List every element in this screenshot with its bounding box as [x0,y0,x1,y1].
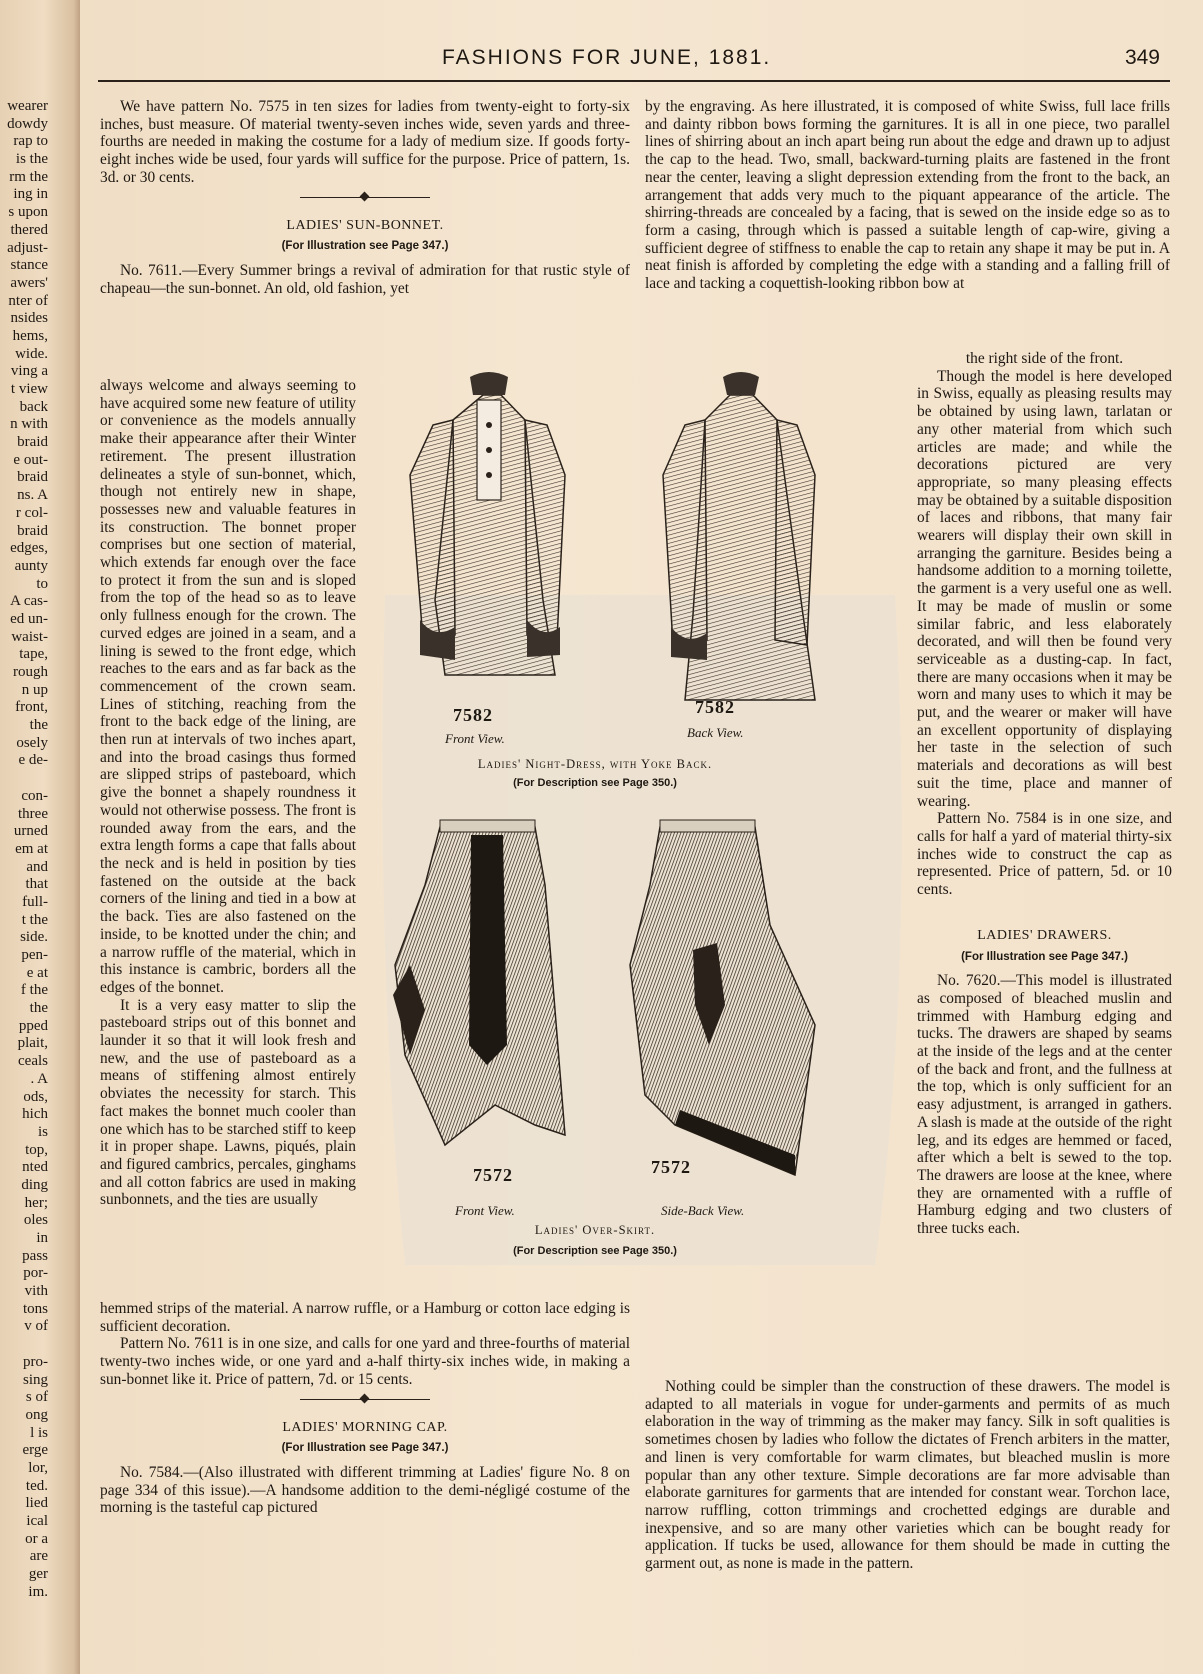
gutter-line: ical [26,1513,48,1529]
gutter-line: in [36,1230,48,1246]
gutter-line: rough [13,664,48,680]
gutter-line: braid [17,434,48,451]
gutter-line: n with [10,416,48,433]
previous-page-fragment [4,98,48,1601]
gutter-line: urned [13,823,48,840]
column-right-bottom [645,1378,1170,1573]
gutter-line: ted. [25,1477,48,1494]
gutter-line: plait, [17,1035,48,1052]
gutter-line: wearer [7,98,48,114]
section-ornament [100,1389,630,1409]
gutter-line: rap to [13,133,48,150]
gutter-line: is the [15,151,48,168]
gutter-line: wide. [15,345,48,362]
cap-pattern-paragraph: Pattern No. 7584 is in one size, and calls for half a yard of material thirty-six inches wide to construct the cap as represented. Price of pattern, 5d. or 10 cents. [917,810,1172,899]
gutter-line: dowdy [7,115,48,132]
gutter-line: or a [25,1530,48,1547]
gutter-line [4,770,48,788]
gutter-line: pen- [21,947,48,963]
column-left-narrow [100,377,356,1209]
gutter-line: osely [16,734,48,751]
drawers-construction-paragraph: Nothing could be simpler than the construction of these drawers. The model is adapted to all materials in vogue for under-garments and permits of as much elaboration in the way of trimming as the maker may fancy. Silk in soft qualities is sometimes chosen by ladies who follow the dictates of French arbiters in the matter, and linen is very comfortable for warm climates, but bleached muslin is more popular than any other texture. Simple decorations are far more advisable than elaborate garnitures for garments that are intended for constant wear. Torchon lace, narrow ruffling, cotton trimmings and crochetted edgings are durable and inexpensive, and so are many other varieties which can be bought ready for application. If tucks be used, allowance for them should be made in cutting the garment out, as none is made in the pattern. [645,1378,1170,1573]
gutter-line: thered [10,221,48,238]
gutter-line: t the [21,911,48,928]
sunbonnet-laundering-paragraph: It is a very easy matter to slip the pasteboard strips out of this bonnet and launder it so that it will look fresh and new, and the use of pasteboard as a means of stiffening almost entirely obviates the necessity for starch. This fact makes the bonnet much cooler than one which has to be starched stiff to keep it in proper shape. Lawns, piqués, plain and figured cambrics, percales, ginghams and all cotton fabrics are used in making sunbonnets, and the ties are usually [100,996,356,1209]
gutter-line: r col- [15,504,48,521]
gutter-line: ceals [18,1053,48,1070]
gutter-line: awers' [10,274,48,291]
cap-materials-paragraph: Though the model is here developed in Swiss, equally as pleasing results may be obtained by using lawn, tarlatan or any other material from which such articles are made; and while the decorations pictured are very appropriate, so many pleasing effects may be obtained by a suitable disposition of laces and ribbons, that many fair wearers will display their own skill in arranging the garniture. Besides being a handsome addition to a morning toilette, the garment is a very useful one as well. It may be made of muslin or some similar fabric, and less elaborately decorated, and will then be found very serviceable as a dusting-cap. In fact, there are many occasions when it may be worn and many uses to which it may be put, and the wearer or maker will have an excellent opportunity of displaying her taste in the selection of such materials and decorations as will best suit the time, place and manner of wearing. [917,367,1172,810]
gutter-line: . A [30,1070,48,1087]
figure-number: 7582 [453,705,493,725]
figure-view-label: Back View. [687,725,744,740]
gutter-line: con- [21,787,48,804]
running-header [100,46,1160,76]
gutter-line: to [36,575,48,592]
pattern-7575-paragraph: We have pattern No. 7575 in ten sizes for ladies from twenty-eight to forty-six inches, bust measure. Of material twenty-seven inches wide, seven yards and three-fourths are needed in making the costume for a lady of medium size. If goods forty-eight inches wide be used, four yards will suffice for the purpose. Price of pattern, 1s. 3d. or 30 cents. [100,98,630,186]
gutter-line: erge [22,1442,48,1459]
gutter-line: braid [17,469,48,486]
gutter-line: em at [15,840,48,857]
gutter-line: pass [22,1247,48,1264]
gutter-line: ong [25,1406,48,1423]
sunbonnet-pattern-paragraph: Pattern No. 7611 is in one size, and calls for one yard and three-fourths of material twenty-two inches wide, or one yard and a-half thirty-six inches wide, in making a sun-bonnet like it. Price of pattern, 7d. or 15 cents. [100,1335,630,1388]
gutter-line: e at [26,964,48,981]
sunbonnet-ref: (For Illustration see Page 347.) [281,240,449,253]
cap-ref: (For Illustration see Page 347.) [281,1442,449,1455]
column-right-narrow [917,350,1172,1238]
gutter-line: are [29,1548,48,1565]
cap-paragraph-start: No. 7584.—(Also illustrated with different trimming at Ladies' figure No. 8 on page 334 of this issue).—A handsome addition to the demi-négligé costume of the morning is the tasteful cap pictured [100,1463,630,1517]
drawers-ref: (For Illustration see Page 347.) [961,950,1128,963]
sunbonnet-paragraph-start: No. 7611.—Every Summer brings a revival of admiration for that rustic style of chapeau—the sun-bonnet. An old, old fashion, yet [100,261,630,297]
gutter-line: tape, [19,646,48,663]
gutter-line: hems, [12,327,48,344]
figure-view-label: Front View. [455,1203,515,1218]
gutter-line: f the [20,982,48,999]
gutter-line: front, [15,699,48,716]
column-right-top [645,98,1170,293]
cap-paragraph-cont: by the engraving. As here illustrated, it is composed of white Swiss, full lace frills and dainty ribbon bows forming the garnitures. It is all in one piece, two parallel lines of shirring about an inch apart being run about the edge and drawn up to adjust the cap to the head. Two, small, backward-turning plaits are fastened in the front near the center, leaving a slight depression extending from the front to the back, an arrangement that adds very much to the piquant appearance of the article. The shirring-threads are concealed by a facing, that is sewed on the inside edge so as to form a casing, through which is passed a suitable length of cap-wire, giving a sufficient degree of stiffness to enable the cap to retain any shape it may be put in. A neat finish is afforded by completing the edge with a standing and a falling frill of lace and tacking a coquettish-looking ribbon bow at [645,98,1170,293]
gutter-line: aunty [14,557,48,574]
gutter-line: sing [22,1371,48,1388]
drawers-paragraph: No. 7620.—This model is illustrated as composed of bleached muslin and trimmed with Hamburg edging and tucks. The drawers are shaped by seams at the inside of the legs and at the center of the back and front, and the fullness at the top, which is only sufficient for an easy adjustment, is arranged in gathers. A slash is made at the outside of the right leg, and its edges are hemmed or faced, after which a belt is sewed to the top. The drawers are loose at the knee, where they are ornamented with a ruffle of Hamburg edging and two clusters of three tucks each. [917,972,1172,1238]
gutter-line: adjust- [7,239,48,256]
gutter-line: e out- [13,451,48,468]
engravings [375,365,915,1310]
gutter-line: im. [28,1583,48,1600]
gutter-line: and [26,858,48,875]
gutter-line: nted [22,1159,48,1176]
nightdress-front-illustration [410,372,565,675]
gutter-line: nter of [8,292,48,309]
gutter-line: ding [21,1176,48,1193]
gutter-line: stance [10,257,48,274]
gutter-line: oles [23,1212,48,1229]
gutter-line: is [37,1123,48,1140]
gutter-line: that [25,876,48,893]
gutter-line: the [29,1000,48,1017]
gutter-line: hich [22,1106,48,1123]
gutter-line: t view [10,381,48,397]
figure-number: 7572 [473,1165,513,1185]
page-number: 349 [1124,46,1160,69]
gutter-line: e de- [18,752,48,769]
figure-number: 7572 [651,1157,691,1177]
figure-number: 7582 [695,697,735,717]
cap-paragraph-end: the right side of the front. [965,350,1124,367]
gutter-line: n up [21,681,48,698]
sunbonnet-heading: LADIES' SUN-BONNET. [286,217,444,233]
gutter-line: nsides [10,310,48,327]
gutter-line: s upon [8,204,48,221]
gutter-line: three [18,805,48,822]
gutter-line: ving a [10,363,48,380]
gutter-line: top, [25,1141,48,1158]
gutter-line: waist- [11,628,48,645]
gutter-line: side. [20,929,48,946]
gutter-line: full- [22,893,48,910]
sunbonnet-paragraph-cont: always welcome and always seeming to have acquired some new feature of utility or convenience as the models annually make their appearance after their Winter retirement. The present illustration delineates a style of sun-bonnet, which, though not entirely new in shape, possesses new and valuable features in its construction. The bonnet proper comprises but one section of material, which extends far enough over the face to protect it from the sun and is sloped from the top of the head so as to leave only fullness enough for the crown. The curved edges are joined in a seam, and a lining is sewed to the front edge, which reaches to the ears and as far back as the commencement of the crown seam. Lines of stitching, reaching from the front to the back edge of the lining, are then run at intervals of two inches apart, and into the broad casings thus formed are slipped strips of pasteboard, which give the bonnet a shapely roundness it would not otherwise possess. The front is rounded away from the ears, and the extra length forms a cape that falls about the neck and is held in position by ties fastened on the outside at the back corners of the lining and tied in a bow at the back. Ties are also fastened on the inside, to be knotted under the chin; and a narrow ruffle of the material, which in this instance is cambric, borders all the edges of the bonnet. [100,377,356,996]
gutter-line: A cas- [10,593,48,610]
gutter-line: back [19,398,48,415]
gutter-line: s of [25,1389,48,1406]
nightdress-ref: (For Description see Page 350.) [513,777,677,789]
figure-view-label: Side-Back View. [661,1203,745,1218]
gutter-line: lor, [28,1459,48,1476]
header-rule [98,80,1170,82]
gutter-line: ed un- [10,610,48,627]
gutter-line: pped [18,1017,48,1034]
gutter-line: ing in [13,186,48,203]
cap-heading: LADIES' MORNING CAP. [282,1419,448,1435]
drawers-heading: LADIES' DRAWERS. [977,927,1112,943]
column-left-bottom [100,1300,630,1517]
gutter-line: por- [23,1265,48,1282]
overskirt-caption: Ladies' Over-Skirt. [534,1223,656,1237]
nightdress-back-illustration [663,372,815,700]
gutter-line: ger [28,1566,48,1583]
gutter-line: the [29,717,48,734]
section-ornament [100,187,630,207]
page-title: FASHIONS FOR JUNE, 1881. [442,46,772,69]
gutter-line: pro- [23,1353,48,1370]
gutter-line: rm the [9,168,48,185]
column-left-top [100,98,630,297]
illustration-block [375,365,915,1310]
gutter-line: her; [24,1194,48,1211]
overskirt-ref: (For Description see Page 350.) [513,1245,677,1257]
gutter-line: ns. A [17,487,48,504]
gutter-line: l is [30,1424,48,1441]
gutter-line: ods, [23,1088,48,1105]
gutter-line [4,1336,48,1354]
nightdress-caption: Ladies' Night-Dress, with Yoke Back. [477,757,713,771]
gutter-line: v of [24,1318,48,1335]
gutter-line: edges, [10,540,48,557]
sunbonnet-paragraph-end: hemmed strips of the material. A narrow ruffle, or a Hamburg or cotton lace edging is sufficient decoration. [100,1300,630,1335]
gutter-line: braid [17,522,48,539]
gutter-line: vith [24,1283,48,1300]
figure-view-label: Front View. [445,731,505,746]
gutter-line: lied [25,1495,48,1512]
gutter-line: tons [22,1300,48,1317]
